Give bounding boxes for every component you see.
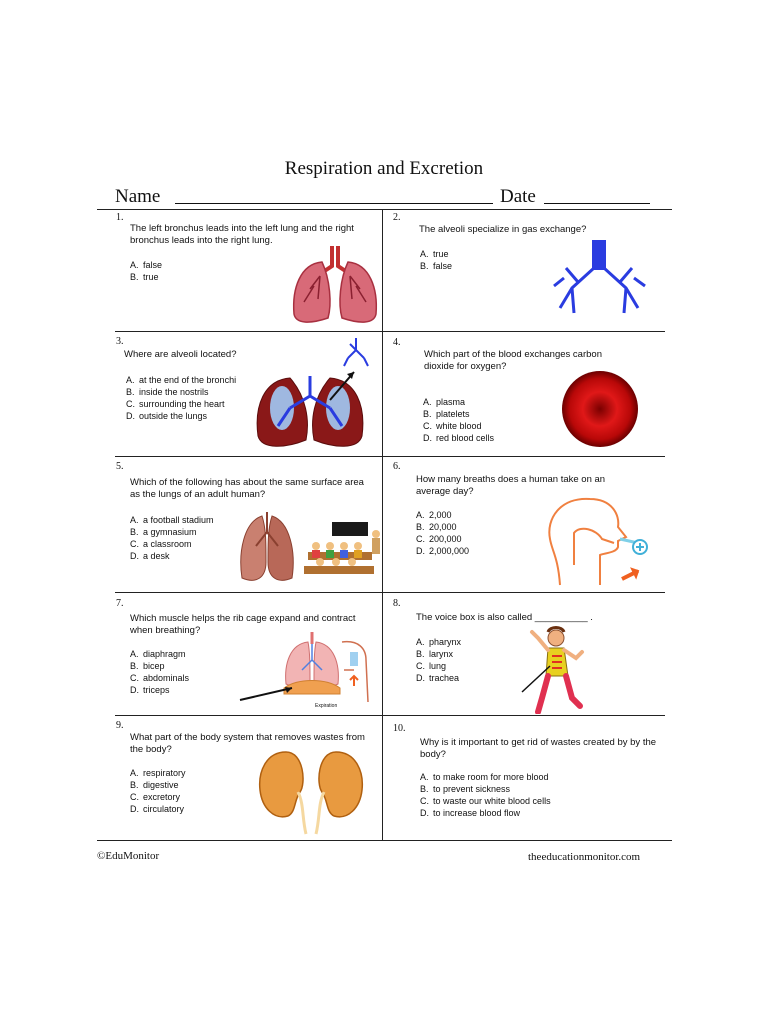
date-blank — [544, 203, 650, 204]
name-label: Name — [115, 186, 161, 207]
name-blank — [175, 203, 493, 204]
answer-option[interactable]: B. true — [130, 272, 159, 282]
answer-option[interactable]: C. a classroom — [130, 539, 192, 549]
answer-option[interactable]: A. 2,000 — [416, 510, 452, 520]
question-text: What part of the body system that removes wastes from the body? — [130, 732, 365, 755]
answer-option[interactable]: B. 20,000 — [416, 522, 457, 532]
answer-options — [416, 636, 461, 684]
breathing-head-illustration — [540, 495, 650, 587]
answer-option[interactable]: A. respiratory — [130, 768, 186, 778]
kidneys-illustration — [256, 748, 366, 836]
grid-line — [115, 715, 665, 716]
question-text: How many breaths does a human take on an average day? — [416, 474, 606, 497]
page-title: Respiration and Excretion — [284, 158, 484, 179]
answer-option[interactable]: D. a desk — [130, 551, 170, 561]
answer-options — [423, 396, 494, 444]
answer-option[interactable]: A. a football stadium — [130, 515, 214, 525]
footer-copyright: ©EduMonitor — [97, 850, 160, 862]
answer-option[interactable]: D. triceps — [130, 685, 170, 695]
question-text: Which part of the blood exchanges carbon dioxide for oxygen? — [424, 349, 602, 372]
answer-option[interactable]: A. diaphragm — [130, 649, 186, 659]
alveoli-lungs-illustration — [250, 336, 380, 454]
question-number: 2. — [393, 212, 401, 223]
grid-line — [97, 840, 672, 841]
answer-options — [416, 509, 469, 557]
question-text: The left bronchus leads into the left lung and the right bronchus leads into the right lung. — [130, 223, 354, 246]
figure-caption: Expiration — [315, 703, 338, 709]
lungs-illustration — [290, 244, 380, 326]
answer-options — [130, 514, 214, 562]
question-text: Which muscle helps the rib cage expand and contract when breathing? — [130, 613, 356, 636]
answer-option[interactable]: B. digestive — [130, 780, 179, 790]
answer-options — [126, 374, 236, 422]
footer-website: theeducationmonitor.com — [528, 851, 641, 863]
answer-option[interactable]: A. false — [130, 260, 163, 270]
question-number: 1. — [116, 212, 124, 223]
question-number: 7. — [116, 598, 124, 609]
answer-option[interactable]: B. platelets — [423, 409, 470, 419]
answer-option[interactable]: C. excretory — [130, 792, 181, 802]
answer-option[interactable]: A. plasma — [423, 397, 466, 407]
answer-option[interactable]: D. outside the lungs — [126, 411, 208, 421]
grid-line — [115, 592, 665, 593]
answer-options — [130, 648, 189, 696]
answer-option[interactable]: C. white blood — [423, 421, 482, 431]
answer-option[interactable]: B. inside the nostrils — [126, 387, 209, 397]
question-text: Which of the following has about the same surface area as the lungs of an adult human? — [130, 477, 364, 500]
answer-options — [420, 248, 452, 272]
grid-line — [115, 456, 665, 457]
answer-option[interactable]: B. false — [420, 261, 453, 271]
answer-option[interactable]: D. 2,000,000 — [416, 546, 470, 556]
answer-option[interactable]: A. pharynx — [416, 637, 462, 647]
question-number: 10. — [393, 723, 406, 734]
question-number: 3. — [116, 336, 124, 347]
answer-options — [130, 259, 162, 283]
answer-option[interactable]: B. larynx — [416, 649, 454, 659]
answer-options — [420, 771, 551, 819]
answer-option[interactable]: D. to increase blood flow — [420, 808, 521, 818]
answer-option[interactable]: C. abdominals — [130, 673, 190, 683]
answer-option[interactable]: D. trachea — [416, 673, 460, 683]
answer-option[interactable]: B. a gymnasium — [130, 527, 197, 537]
answer-option[interactable]: A. true — [420, 249, 449, 259]
answer-option[interactable]: C. surrounding the heart — [126, 399, 225, 409]
answer-option[interactable]: C. 200,000 — [416, 534, 462, 544]
singing-boy-illustration — [518, 626, 590, 714]
question-number: 9. — [116, 720, 124, 731]
grid-line — [97, 209, 672, 210]
question-number: 4. — [393, 337, 401, 348]
answer-options — [130, 767, 186, 815]
question-number: 6. — [393, 461, 401, 472]
diaphragm-illustration — [236, 630, 382, 712]
question-text: Why is it important to get rid of wastes created by by the body? — [420, 737, 657, 760]
answer-option[interactable]: C. lung — [416, 661, 447, 671]
answer-option[interactable]: B. to prevent sickness — [420, 784, 511, 794]
answer-option[interactable]: C. to waste our white blood cells — [420, 796, 551, 806]
question-text: Where are alveoli located? — [124, 349, 237, 360]
answer-option[interactable]: A. at the end of the bronchi — [126, 375, 237, 385]
grid-divider — [382, 209, 383, 840]
lungs-and-classroom-illustration — [236, 512, 382, 586]
bronchial-tree-illustration — [552, 238, 647, 320]
grid-line — [115, 331, 665, 332]
answer-option[interactable]: D. circulatory — [130, 804, 185, 814]
answer-option[interactable]: D. red blood cells — [423, 433, 495, 443]
question-number: 8. — [393, 598, 401, 609]
question-text: The voice box is also called __________ . — [416, 612, 593, 623]
red-blood-cell-illustration — [560, 369, 640, 449]
answer-option[interactable]: B. bicep — [130, 661, 165, 671]
question-text: The alveoli specialize in gas exchange? — [419, 224, 587, 235]
answer-option[interactable]: A. to make room for more blood — [420, 772, 549, 782]
question-number: 5. — [116, 461, 124, 472]
date-label: Date — [500, 186, 536, 207]
